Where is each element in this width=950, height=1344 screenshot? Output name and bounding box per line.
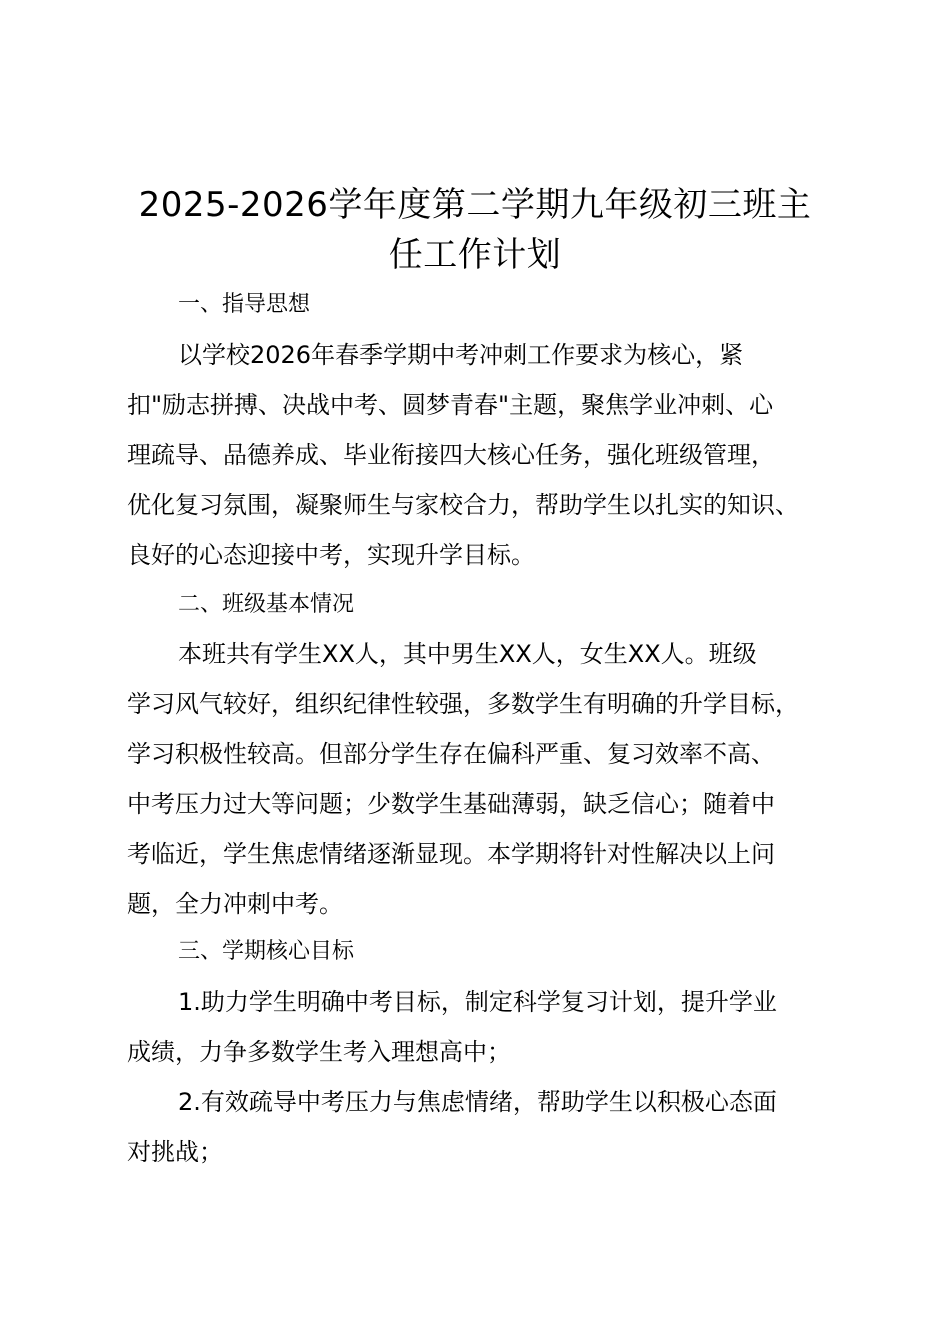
section-paragraph-class-situation (127, 629, 867, 929)
paragraph-line: 扣"励志拼搏、决战中考、圆梦青春"主题，聚焦学业冲刺、心 (127, 391, 774, 419)
paragraph-line: 成绩，力争多数学生考入理想高中； (127, 1038, 511, 1066)
title-line: 2025-2026学年度第二学期九年级初三班主 (138, 185, 812, 225)
paragraph-line: 中考压力过大等问题；少数学生基础薄弱，缺乏信心；随着中 (127, 790, 775, 818)
paragraph-line: 以学校2026年春季学期中考冲刺工作要求为核心，紧 (178, 341, 744, 369)
paragraph-line: 理疏导、品德养成、毕业衔接四大核心任务，强化班级管理， (127, 441, 775, 469)
paragraph-line: 本班共有学生XX人，其中男生XX人，女生XX人。班级 (178, 640, 757, 668)
paragraph-line: 考临近，学生焦虑情绪逐渐显现。本学期将针对性解决以上问 (127, 840, 775, 868)
document-title (120, 180, 830, 280)
paragraph-line: 题，全力冲刺中考。 (127, 890, 343, 918)
section-heading-class-situation: 二、班级基本情况 (178, 592, 355, 617)
paragraph-line: 良好的心态迎接中考，实现升学目标。 (127, 541, 535, 569)
goal-item-1 (127, 977, 867, 1077)
paragraph-line: 学习风气较好，组织纪律性较强，多数学生有明确的升学目标， (127, 690, 799, 718)
paragraph-line: 优化复习氛围，凝聚师生与家校合力，帮助学生以扎实的知识、 (127, 491, 799, 519)
paragraph-line: 对挑战； (127, 1138, 223, 1166)
title-line: 任工作计划 (388, 235, 562, 275)
goal-item-2 (127, 1077, 867, 1177)
paragraph-line: 学习积极性较高。但部分学生存在偏科严重、复习效率不高、 (127, 740, 775, 768)
section-heading-guiding-ideology: 一、指导思想 (178, 292, 311, 317)
paragraph-line: 1.助力学生明确中考目标，制定科学复习计划，提升学业 (178, 988, 777, 1016)
section-heading-core-goals: 三、学期核心目标 (178, 939, 355, 964)
paragraph-line: 2.有效疏导中考压力与焦虑情绪，帮助学生以积极心态面 (178, 1088, 777, 1116)
section-paragraph-guiding-ideology (127, 330, 867, 580)
